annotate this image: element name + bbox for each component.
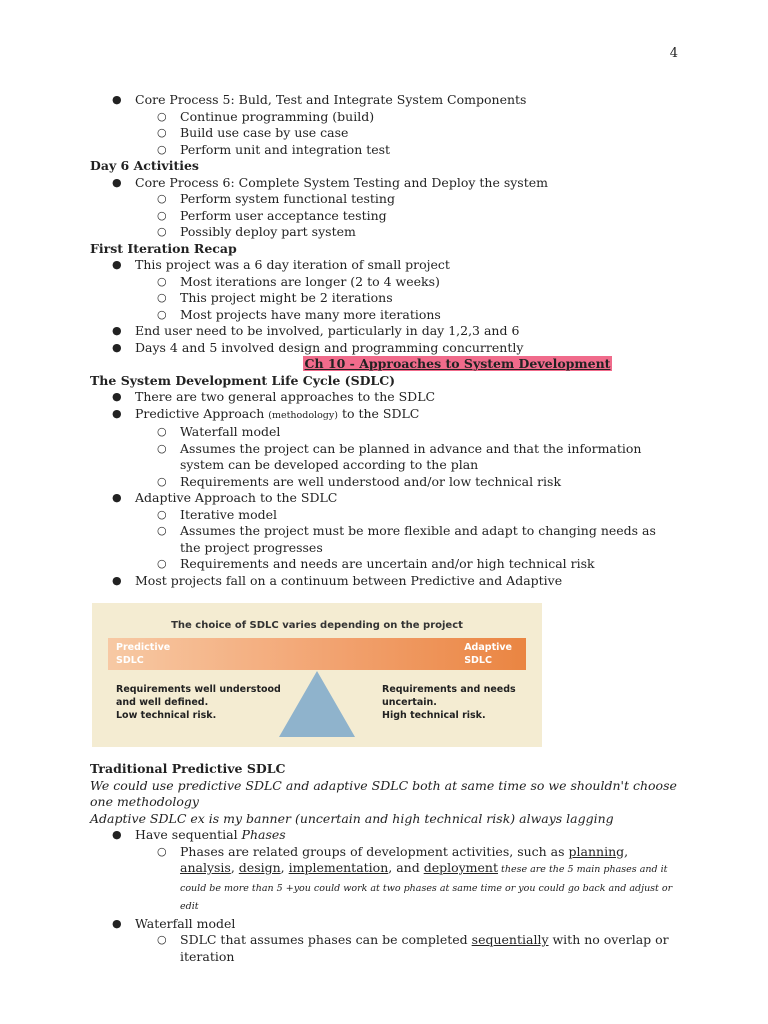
sub-list-item: ○ SDLC that assumes phases can be completed sequentially with no overlap or iteration bbox=[157, 932, 669, 964]
circle-bullet-icon: ○ bbox=[157, 274, 167, 288]
circle-bullet-icon: ○ bbox=[157, 225, 167, 238]
page-number: 4 bbox=[669, 46, 678, 61]
list-item: ● Most projects fall on a continuum between Predictive and Adaptive bbox=[112, 572, 563, 588]
list-item: ● Days 4 and 5 involved design and programming concurrently bbox=[112, 339, 524, 355]
list-item: ● Have sequential Phases bbox=[112, 827, 286, 842]
adaptive-label: Adaptive SDLC bbox=[464, 642, 512, 666]
bullet-icon: ● bbox=[112, 258, 122, 271]
bullet-icon: ● bbox=[112, 324, 122, 337]
list-item: ● Core Process 6: Complete System Testing and Deploy the system bbox=[112, 174, 549, 190]
sub-list-item: ○ Requirements and needs are uncertain and/or high technical risk bbox=[157, 556, 595, 571]
sub-list-item: ○ Iterative model bbox=[157, 506, 278, 522]
sub-list-item: ○ Phases are related groups of development activities, such as planning, analysis, design, implementation, and deployment these are the 5 main phases and it could be more than 5 +you could work at two phases at same time or you could go back and adjust or edit bbox=[157, 843, 673, 912]
sub-list-item: ○ Assumes the project must be more flexible and adapt to changing needs as the project progresses bbox=[157, 523, 656, 555]
circle-bullet-icon: ○ bbox=[157, 307, 167, 321]
circle-bullet-icon: ○ bbox=[157, 109, 167, 123]
circle-bullet-icon: ○ bbox=[157, 524, 167, 537]
section-heading: The System Development Life Cycle (SDLC) bbox=[90, 372, 396, 388]
predictive-label: Predictive SDLC bbox=[116, 642, 171, 666]
sub-list-item: ○ Perform unit and integration test bbox=[157, 141, 391, 157]
continuum-bar bbox=[108, 638, 526, 670]
sub-list-item: ○ Build use case by use case bbox=[157, 125, 349, 140]
circle-bullet-icon: ○ bbox=[157, 441, 167, 455]
sub-list-item: ○ Continue programming (build) bbox=[157, 108, 375, 124]
bullet-icon: ● bbox=[112, 491, 122, 504]
list-item: ● This project was a 6 day iteration of small project bbox=[112, 257, 450, 272]
section-heading: Traditional Predictive SDLC bbox=[90, 761, 286, 776]
list-item: ● Predictive Approach (methodology) to the SDLC bbox=[112, 405, 420, 421]
sub-list-item: ○ This project might be 2 iterations bbox=[157, 290, 393, 305]
bullet-icon: ● bbox=[112, 340, 122, 354]
circle-bullet-icon: ○ bbox=[157, 126, 167, 139]
circle-bullet-icon: ○ bbox=[157, 291, 167, 304]
circle-bullet-icon: ○ bbox=[157, 474, 167, 488]
italic-note: Adaptive SDLC ex is my banner (uncertain and high technical risk) always lagging bbox=[90, 810, 614, 826]
fulcrum-triangle-icon bbox=[279, 671, 355, 737]
list-item: ● There are two general approaches to the SDLC bbox=[112, 389, 436, 404]
sub-list-item: ○ Perform user acceptance testing bbox=[157, 207, 387, 223]
figure-title: The choice of SDLC varies depending on the project bbox=[171, 620, 463, 631]
circle-bullet-icon: ○ bbox=[157, 142, 167, 156]
bullet-icon: ● bbox=[112, 406, 122, 420]
circle-bullet-icon: ○ bbox=[157, 844, 167, 858]
section-heading: Day 6 Activities bbox=[90, 158, 199, 173]
bullet-icon: ● bbox=[112, 390, 122, 403]
section-heading: First Iteration Recap bbox=[90, 240, 237, 256]
bullet-icon: ● bbox=[112, 175, 122, 189]
circle-bullet-icon: ○ bbox=[157, 933, 167, 946]
circle-bullet-icon: ○ bbox=[157, 557, 167, 570]
list-item: ● Adaptive Approach to the SDLC bbox=[112, 490, 338, 505]
document-body bbox=[90, 92, 680, 965]
sub-list-item: ○ Waterfall model bbox=[157, 424, 281, 439]
circle-bullet-icon: ○ bbox=[157, 192, 167, 205]
circle-bullet-icon: ○ bbox=[157, 208, 167, 222]
list-item: ● Core Process 5: Buld, Test and Integrate System Components bbox=[112, 92, 527, 107]
sdlc-continuum-figure bbox=[92, 603, 542, 747]
bullet-icon: ● bbox=[112, 93, 122, 106]
bullet-icon: ● bbox=[112, 828, 122, 841]
sub-list-item: ○ Most iterations are longer (2 to 4 weeks) bbox=[157, 273, 440, 289]
sub-list-item: ○ Assumes the project can be planned in advance and that the information system can be developed according to the plan bbox=[157, 440, 642, 472]
chapter-heading-row bbox=[90, 356, 680, 373]
bullet-icon: ● bbox=[112, 573, 122, 587]
sub-list-item: ○ Possibly deploy part system bbox=[157, 224, 356, 239]
sub-list-item: ○ Perform system functional testing bbox=[157, 191, 395, 206]
sub-list-item: ○ Requirements are well understood and/or low technical risk bbox=[157, 473, 562, 489]
predictive-description: Requirements well understood and well defined. Low technical risk. bbox=[116, 684, 281, 721]
circle-bullet-icon: ○ bbox=[157, 507, 167, 521]
circle-bullet-icon: ○ bbox=[157, 425, 167, 438]
sub-list-item: ○ Most projects have many more iterations bbox=[157, 306, 441, 322]
adaptive-description: Requirements and needs uncertain. High technical risk. bbox=[382, 684, 516, 721]
italic-note: We could use predictive SDLC and adaptive SDLC both at same time so we shouldn't choose one methodology bbox=[90, 777, 677, 809]
list-item: ● End user need to be involved, particularly in day 1,2,3 and 6 bbox=[112, 323, 520, 338]
chapter-heading: Ch 10 - Approaches to System Development bbox=[304, 356, 611, 371]
bullet-icon: ● bbox=[112, 916, 122, 930]
list-item: ● Waterfall model bbox=[112, 915, 236, 931]
